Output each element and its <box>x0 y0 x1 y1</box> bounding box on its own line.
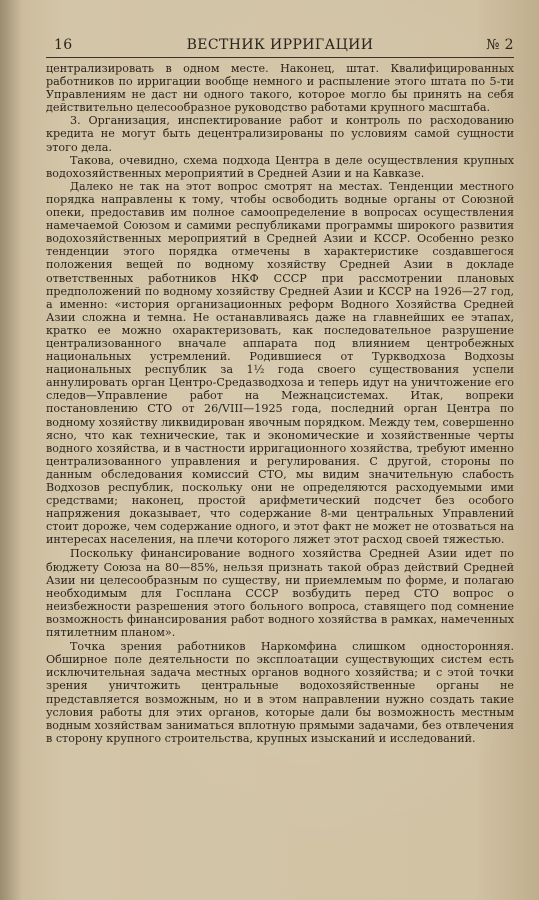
issue-number: № 2 <box>486 37 514 53</box>
paragraph-point-3: 3. Организация, инспектирование работ и контроль по расходованию кредита не могут быть децентрализированы по условиям самой сущности этого дела. <box>46 114 514 154</box>
paragraph-center-scheme: Такова, очевидно, схема подхода Центра в деле осуществления крупных водохозяйственных мероприятий в Средней Азии и на Кавказе. <box>46 153 514 180</box>
paragraph-financing: Поскольку финансирование водного хозяйства Средней Азии идет по бюджету Союза на 80—85%, нельзя признать такой образ действий Средней Азии ни целесообразным по существу, ни приемлемым по форме, и полагаю необходимым для Госплана СССР возбудить перед СТО вопрос о неизбежности разрешения этого больного вопроса, ставящего под сомнение возможность финансирования работ водного хозяйства в рамках, намеченных пятилетним планом». <box>46 547 514 640</box>
running-header <box>46 33 514 55</box>
paragraph-continuation: централизировать в одном месте. Наконец, штат. Квалифицированных работников по ирригации вообще немного и распыление этого штата по 5-ти Управлениям не даст ни одного такого, которое могло бы принять на себя действительно целесообразное руководство работами крупного масштаба. <box>46 62 514 115</box>
paragraph-local-tendencies: Далеко не так на этот вопрос смотрят на местах. Тенденции местного порядка направлены к тому, чтобы освободить водные органы от Союзной опеки, предоставив им полное самоопределение в вопросах осуществления намечаемой Союзом и самими республиками программы широкого развития водохозяйственных мероприятий в Средней Азии и КССР. Особенно резко тенденции этого порядка отмечены в характеристике создавшегося положения вещей по водному хозяйству Средней Азии в докладе ответственных работников НКФ СССР при рассмотрении плановых предположений по водному хозяйству Средней Азии и КССР на 1926—27 год, а именно: «история организационных реформ Водного Хозяйства Средней Азии сложна и темна. Не останавливаясь даже на главнейших ее этапах, кратко ее можно охарактеризовать, как последовательное разрушение централизованного вначале аппарата под влиянием центробежных национальных устремлений. Родившиеся от Туркводхоза Водхозы национальных республик за 1½ года своего существования успели аннулировать орган Центро-Средазводхоза и теперь идут на уничтожение его следов—Управление работ на Межнацсистемах. Итак, вопреки постановлению СТО от 26/VIII—1925 года, последний орган Центра по водному хозяйству ликвидирован явочным порядком. Между тем, совершенно ясно, что как технические, так и экономические и хозяйственные черты водного хозяйства, и в частности ирригационного хозяйства, требуют именно централизованного управления и регулирования. С другой, стороны по данным обследования комиссий СТО, мы видим значительную слабость Водхозов республик, поскольку они не определяются расходуемыми ими средствами; наконец, простой арифметический подсчет без особого напряжения доказывает, что содержание 8-ми центральных Управлений стоит дороже, чем содержание одного, и этот факт не может не отозваться на интересах населения, на плечи которого ляжет этот расход своей тяжестью. <box>46 179 514 547</box>
article-body <box>46 62 514 745</box>
page-number: 16 <box>54 37 73 53</box>
paragraph-narkomfin-view: Точка зрения работников Наркомфина слишком односторонняя. Обширное поле деятельности по эксплоатации существующих систем есть исключительная задача местных органов водного хозяйства; и с этой точки зрения уничтожить центральные водохозяйственные органы не представляется возможным, но и в этом направлении нужно создать такие условия работы для этих органов, которые дали бы возможность местным водным хозяйствам заниматься вплотную прямыми задачами, без отвлечения в сторону крупного строительства, крупных изысканий и исследований. <box>46 640 514 745</box>
binding-shadow <box>0 0 22 900</box>
header-rule <box>46 57 514 58</box>
journal-title: ВЕСТНИК ИРРИГАЦИИ <box>186 37 374 53</box>
